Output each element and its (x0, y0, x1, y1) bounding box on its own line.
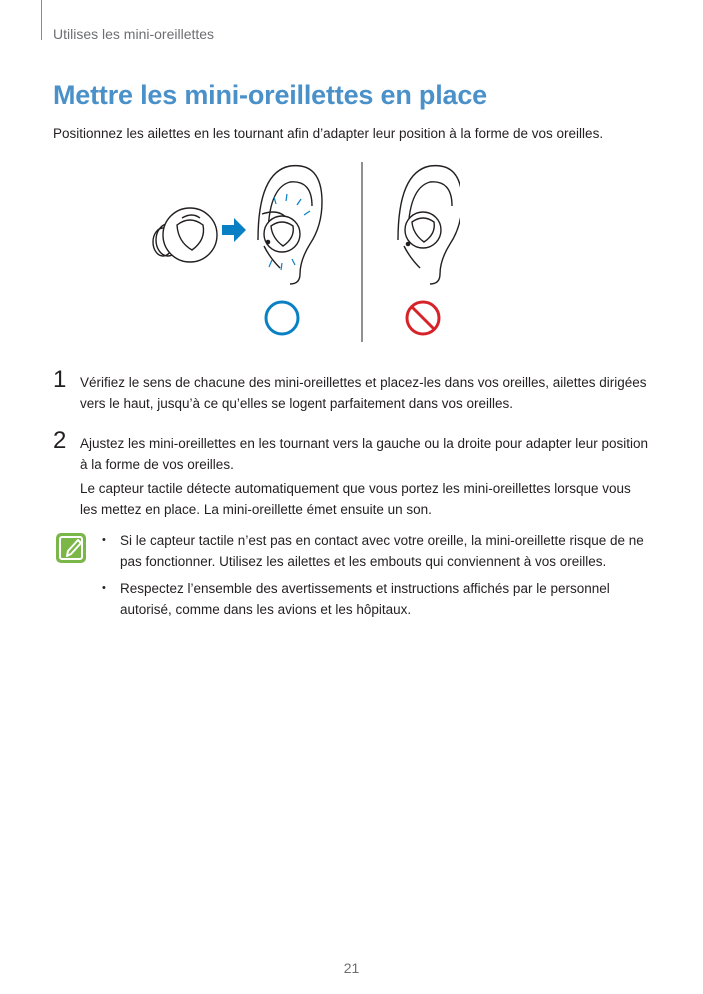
note-item: • Respectez l’ensemble des avertissements et instructions affichés par le personnel autorisé, comme dans les avions et les hôpitaux. (100, 578, 650, 620)
ear-incorrect-icon (398, 166, 460, 284)
earbud-icon (153, 208, 217, 262)
ear-correct-icon (258, 166, 322, 284)
step-number: 2 (53, 427, 67, 454)
page-number: 21 (343, 960, 360, 976)
note-list (100, 530, 650, 626)
step-number: 1 (53, 366, 67, 393)
prohibited-icon (407, 302, 439, 334)
sensor-paragraph: Le capteur tactile détecte automatiquement que vous portez les mini-oreillettes lorsque vous les mettez en place. La mini-oreillette émet ensuite un son. (80, 481, 631, 517)
arrow-right-icon (222, 218, 246, 242)
side-rule (41, 0, 42, 40)
intro-text: Positionnez les ailettes en les tournant afin d’adapter leur position à la forme de vos oreilles. (53, 126, 604, 141)
circle-correct-icon (266, 302, 298, 334)
note-icon (55, 532, 87, 564)
illustration (140, 160, 460, 345)
note-item: • Si le capteur tactile n’est pas en contact avec votre oreille, la mini-oreillette risque de ne pas fonctionner. Utilisez les ailettes et les embouts qui conviennent à vos oreilles. (100, 530, 650, 572)
step-text: Vérifiez le sens de chacune des mini-oreillettes et placez-les dans vos oreilles, ailettes dirigées vers le haut, jusqu’à ce qu’elles se logent parfaitement dans vos oreilles. (80, 375, 647, 411)
step-text: Ajustez les mini-oreillettes en les tournant vers la gauche ou la droite pour adapter leur position à la forme de vos oreilles. (80, 436, 649, 472)
page-title: Mettre les mini-oreillettes en place (53, 80, 487, 110)
running-head: Utilises les mini-oreillettes (53, 26, 215, 42)
